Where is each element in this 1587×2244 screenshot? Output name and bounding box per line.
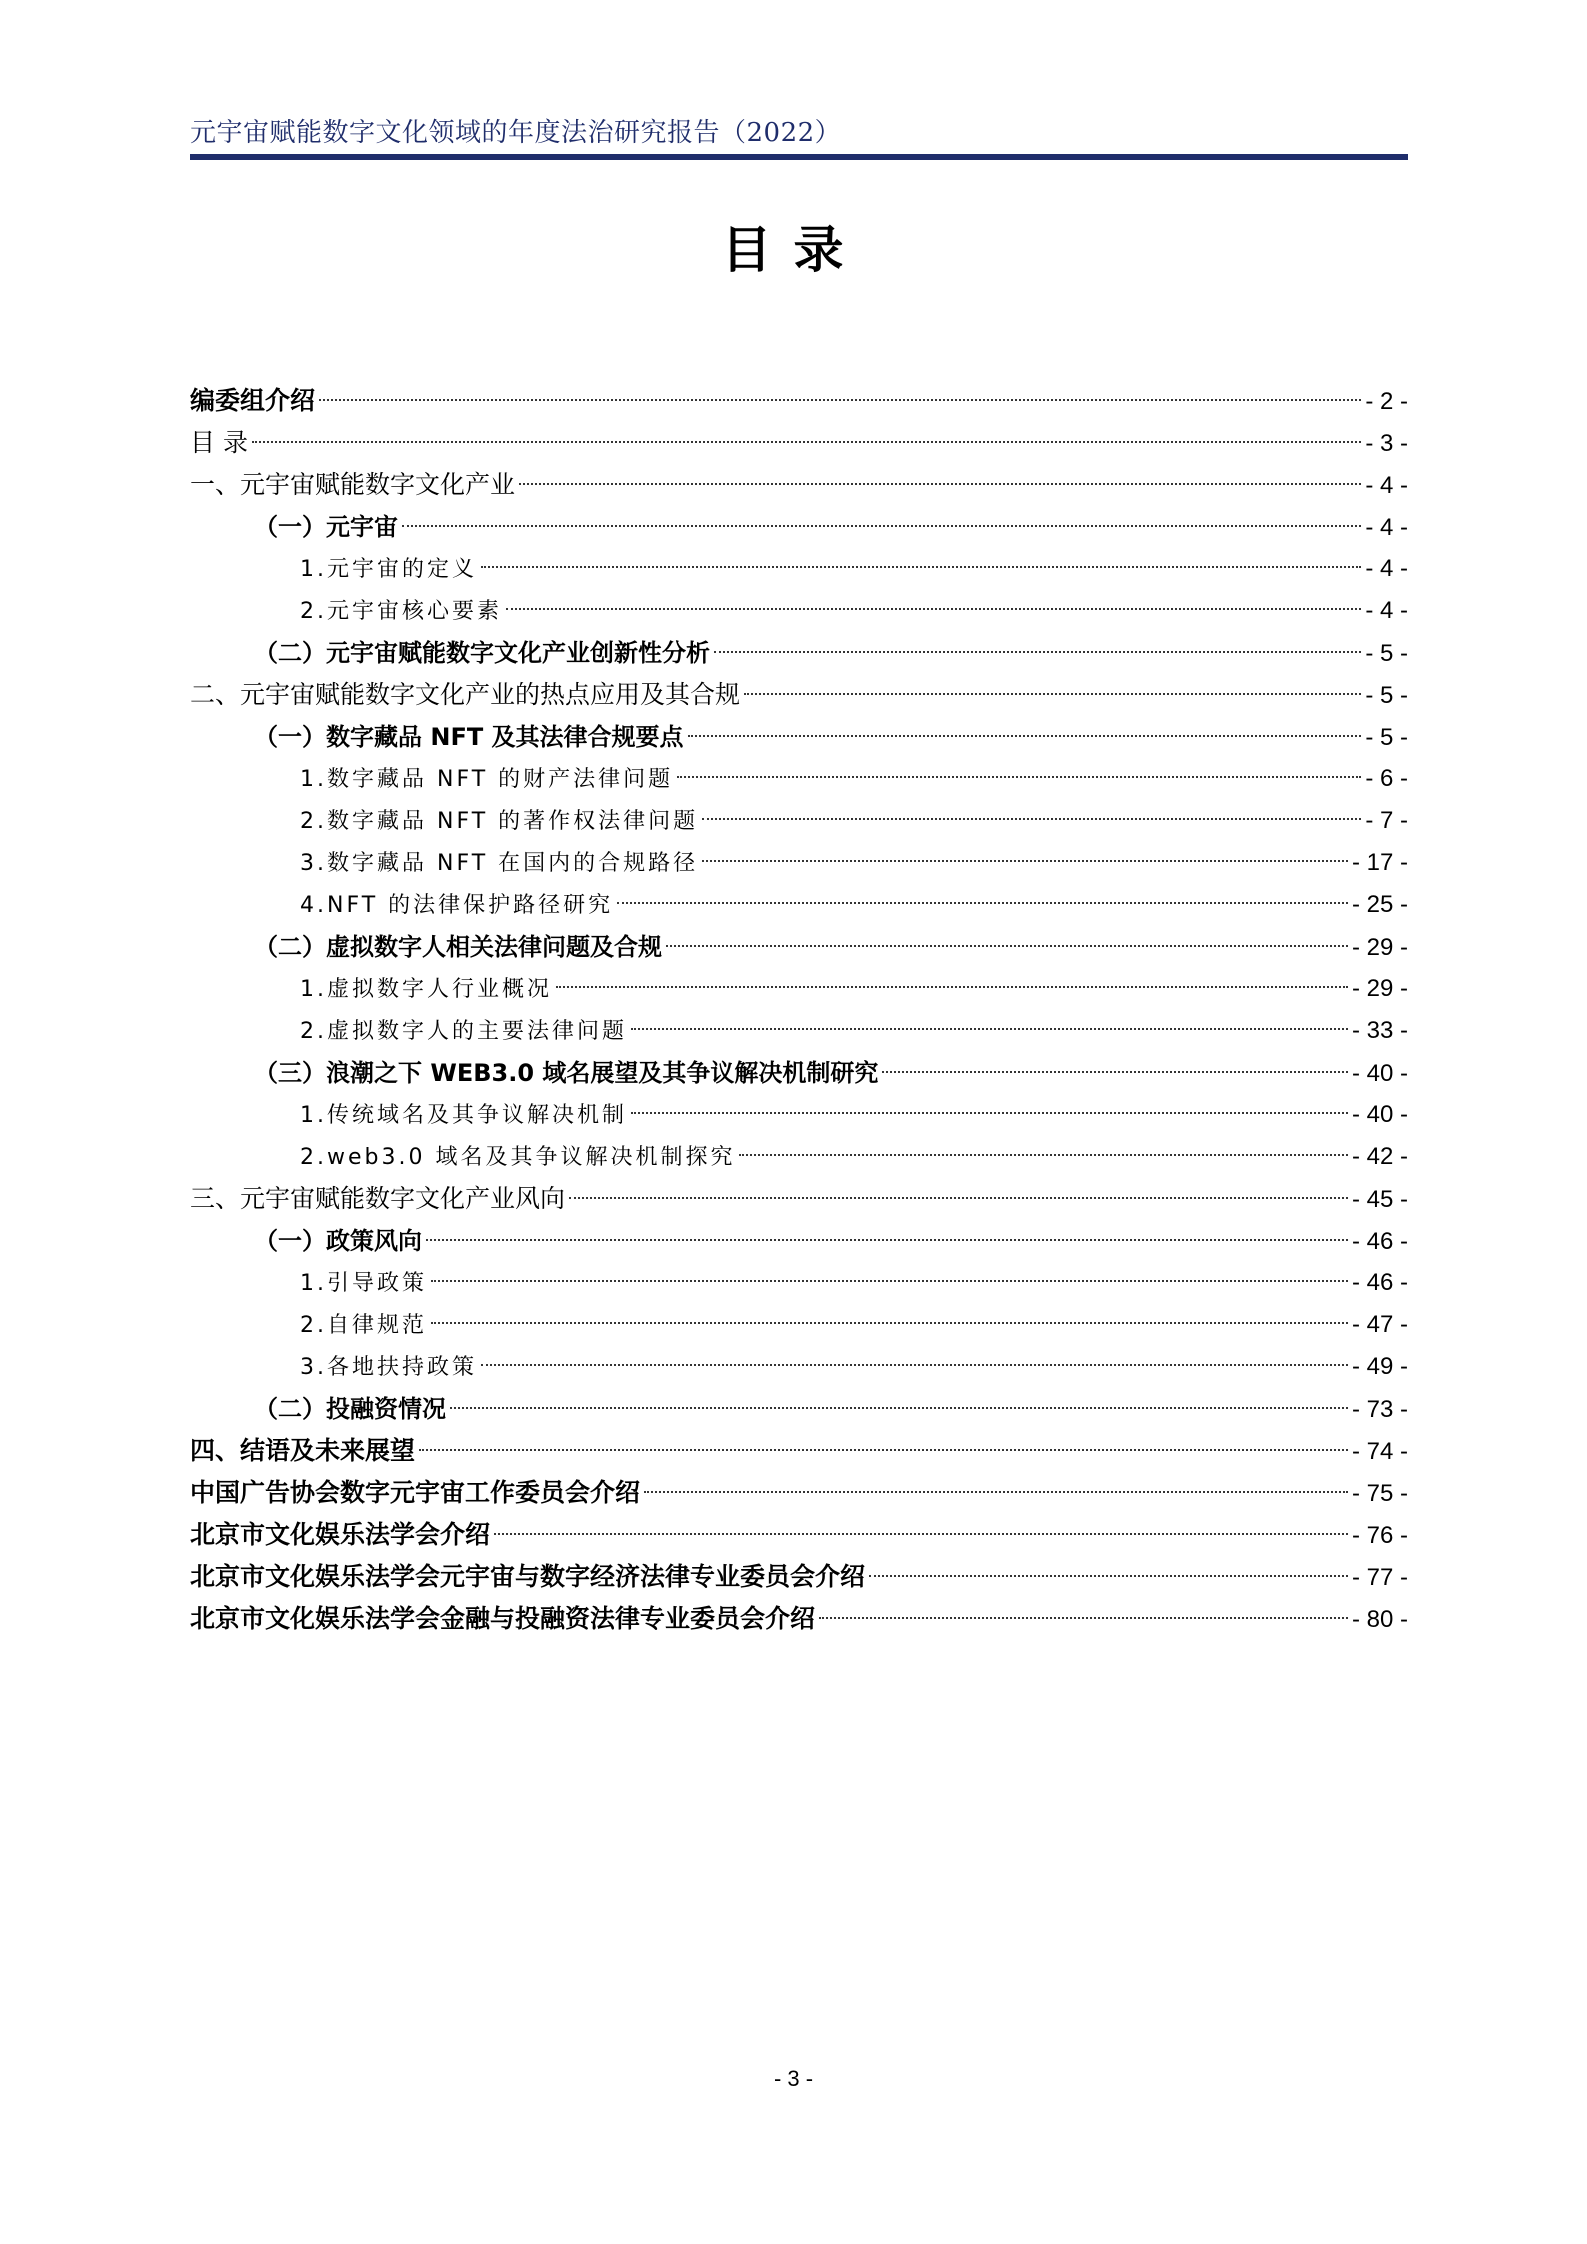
toc-leader-dots — [319, 399, 1361, 401]
toc-leader-dots — [631, 1028, 1348, 1030]
page-number: - 3 - — [773, 2066, 814, 2091]
toc-entry-page: - 4 - — [1365, 597, 1408, 624]
toc-entry-page: - 3 - — [1365, 430, 1408, 457]
toc-entry-label: 北京市文化娱乐法学会元宇宙与数字经济法律专业委员会介绍 — [190, 1562, 866, 1591]
toc-entry[interactable] — [190, 464, 1408, 506]
toc-leader-dots — [426, 1239, 1348, 1241]
toc-leader-dots — [431, 1322, 1348, 1324]
toc-leader-dots — [677, 776, 1361, 778]
toc-entry[interactable] — [190, 674, 1408, 716]
table-of-contents — [190, 380, 1408, 1640]
toc-leader-dots — [494, 1533, 1348, 1535]
toc-entry[interactable] — [190, 800, 1408, 842]
header-rule — [190, 154, 1408, 160]
toc-entry[interactable] — [190, 380, 1408, 422]
toc-entry[interactable] — [190, 548, 1408, 590]
toc-entry-label: 目 录 — [190, 428, 248, 457]
toc-entry-label: （一）政策风向 — [254, 1227, 422, 1255]
toc-entry-page: - 42 - — [1351, 1143, 1408, 1170]
toc-entry-page: - 49 - — [1351, 1353, 1408, 1380]
toc-leader-dots — [617, 902, 1348, 904]
toc-entry[interactable] — [190, 884, 1408, 926]
toc-leader-dots — [644, 1491, 1348, 1493]
toc-entry-label: 三、元宇宙赋能数字文化产业风向 — [190, 1184, 566, 1213]
toc-entry[interactable] — [190, 758, 1408, 800]
toc-entry-page: - 7 - — [1365, 807, 1408, 834]
toc-entry[interactable] — [190, 1304, 1408, 1346]
toc-entry-label: 四、结语及未来展望 — [190, 1436, 416, 1465]
toc-entry-page: - 17 - — [1351, 849, 1408, 876]
toc-leader-dots — [481, 566, 1361, 568]
toc-entry-page: - 45 - — [1351, 1186, 1408, 1213]
toc-entry[interactable] — [190, 1052, 1408, 1094]
toc-entry-page: - 5 - — [1365, 724, 1408, 751]
toc-entry[interactable] — [190, 1346, 1408, 1388]
toc-leader-dots — [556, 986, 1348, 988]
toc-entry[interactable] — [190, 590, 1408, 632]
toc-entry-label: 1.元宇宙的定义 — [300, 557, 477, 582]
toc-leader-dots — [481, 1364, 1348, 1366]
toc-entry-label: 2.数字藏品 NFT 的著作权法律问题 — [300, 809, 699, 834]
page-title: 目录 — [721, 221, 866, 279]
toc-leader-dots — [631, 1112, 1348, 1114]
toc-entry-label: 1.引导政策 — [300, 1271, 427, 1296]
toc-entry[interactable] — [190, 716, 1408, 758]
toc-entry-page: - 46 - — [1351, 1228, 1408, 1255]
toc-leader-dots — [882, 1071, 1348, 1073]
toc-entry-page: - 40 - — [1351, 1060, 1408, 1087]
toc-entry-label: （一）元宇宙 — [254, 513, 398, 541]
toc-entry-label: 二、元宇宙赋能数字文化产业的热点应用及其合规 — [190, 680, 741, 709]
toc-entry-page: - 73 - — [1351, 1396, 1408, 1423]
toc-entry[interactable] — [190, 1220, 1408, 1262]
toc-leader-dots — [419, 1449, 1348, 1451]
toc-entry-page: - 46 - — [1351, 1269, 1408, 1296]
toc-entry-page: - 75 - — [1351, 1480, 1408, 1507]
toc-entry[interactable] — [190, 1178, 1408, 1220]
toc-entry-label: 一、元宇宙赋能数字文化产业 — [190, 470, 516, 499]
toc-leader-dots — [819, 1617, 1348, 1619]
toc-entry[interactable] — [190, 1094, 1408, 1136]
toc-entry-label: 北京市文化娱乐法学会金融与投融资法律专业委员会介绍 — [190, 1604, 816, 1633]
toc-entry-page: - 40 - — [1351, 1101, 1408, 1128]
toc-entry-label: 2.元宇宙核心要素 — [300, 599, 502, 624]
toc-entry-label: 中国广告协会数字元宇宙工作委员会介绍 — [190, 1478, 641, 1507]
toc-entry-page: - 2 - — [1365, 388, 1408, 415]
toc-entry[interactable] — [190, 1514, 1408, 1556]
toc-leader-dots — [744, 693, 1361, 695]
toc-entry-page: - 29 - — [1351, 975, 1408, 1002]
toc-entry[interactable] — [190, 506, 1408, 548]
toc-entry[interactable] — [190, 1010, 1408, 1052]
toc-entry-label: 1.传统域名及其争议解决机制 — [300, 1103, 627, 1128]
toc-entry-label: 编委组介绍 — [190, 386, 316, 415]
toc-entry-label: 2.虚拟数字人的主要法律问题 — [300, 1019, 627, 1044]
toc-entry-label: （三）浪潮之下 WEB3.0 域名展望及其争议解决机制研究 — [254, 1059, 879, 1087]
toc-leader-dots — [688, 735, 1362, 737]
toc-entry-page: - 47 - — [1351, 1311, 1408, 1338]
toc-entry-label: （二）虚拟数字人相关法律问题及合规 — [254, 933, 662, 961]
toc-leader-dots — [714, 651, 1361, 653]
toc-entry[interactable] — [190, 1472, 1408, 1514]
toc-entry-page: - 33 - — [1351, 1017, 1408, 1044]
toc-entry-page: - 25 - — [1351, 891, 1408, 918]
toc-entry-page: - 4 - — [1365, 514, 1408, 541]
toc-leader-dots — [431, 1280, 1348, 1282]
toc-entry-label: 2.自律规范 — [300, 1313, 427, 1338]
toc-leader-dots — [402, 525, 1361, 527]
toc-entry-label: 1.数字藏品 NFT 的财产法律问题 — [300, 767, 674, 792]
toc-entry-page: - 5 - — [1365, 640, 1408, 667]
toc-leader-dots — [519, 483, 1361, 485]
toc-leader-dots — [869, 1575, 1348, 1577]
toc-entry-label: 4.NFT 的法律保护路径研究 — [300, 893, 614, 918]
toc-entry[interactable] — [190, 1262, 1408, 1304]
toc-entry-page: - 4 - — [1365, 472, 1408, 499]
toc-leader-dots — [569, 1197, 1348, 1199]
toc-entry-label: 2.web3.0 域名及其争议解决机制探究 — [300, 1145, 736, 1170]
toc-entry-page: - 77 - — [1351, 1564, 1408, 1591]
toc-entry-label: 3.数字藏品 NFT 在国内的合规路径 — [300, 851, 699, 876]
toc-leader-dots — [450, 1407, 1348, 1409]
toc-entry[interactable] — [190, 926, 1408, 968]
toc-entry-page: - 80 - — [1351, 1606, 1408, 1633]
toc-entry-page: - 6 - — [1365, 765, 1408, 792]
toc-entry[interactable] — [190, 1598, 1408, 1640]
toc-entry-label: 北京市文化娱乐法学会介绍 — [190, 1520, 491, 1549]
toc-entry[interactable] — [190, 842, 1408, 884]
toc-entry-page: - 29 - — [1351, 934, 1408, 961]
toc-entry[interactable] — [190, 632, 1408, 674]
toc-leader-dots — [666, 945, 1348, 947]
toc-entry[interactable] — [190, 1556, 1408, 1598]
toc-entry-label: （一）数字藏品 NFT 及其法律合规要点 — [254, 723, 684, 751]
toc-entry[interactable] — [190, 1430, 1408, 1472]
toc-entry-label: 3.各地扶持政策 — [300, 1355, 477, 1380]
toc-leader-dots — [252, 441, 1361, 443]
toc-entry-label: （二）投融资情况 — [254, 1395, 446, 1423]
toc-entry-page: - 5 - — [1365, 682, 1408, 709]
toc-entry-label: 1.虚拟数字人行业概况 — [300, 977, 552, 1002]
toc-entry-page: - 4 - — [1365, 555, 1408, 582]
running-header: 元宇宙赋能数字文化领域的年度法治研究报告（2022） — [190, 118, 842, 148]
toc-leader-dots — [702, 818, 1361, 820]
toc-entry[interactable] — [190, 1388, 1408, 1430]
toc-entry[interactable] — [190, 968, 1408, 1010]
toc-entry-page: - 76 - — [1351, 1522, 1408, 1549]
toc-leader-dots — [506, 608, 1361, 610]
toc-entry-page: - 74 - — [1351, 1438, 1408, 1465]
toc-entry-label: （二）元宇宙赋能数字文化产业创新性分析 — [254, 639, 710, 667]
toc-entry[interactable] — [190, 422, 1408, 464]
toc-entry[interactable] — [190, 1136, 1408, 1178]
toc-leader-dots — [739, 1154, 1348, 1156]
toc-leader-dots — [702, 860, 1348, 862]
